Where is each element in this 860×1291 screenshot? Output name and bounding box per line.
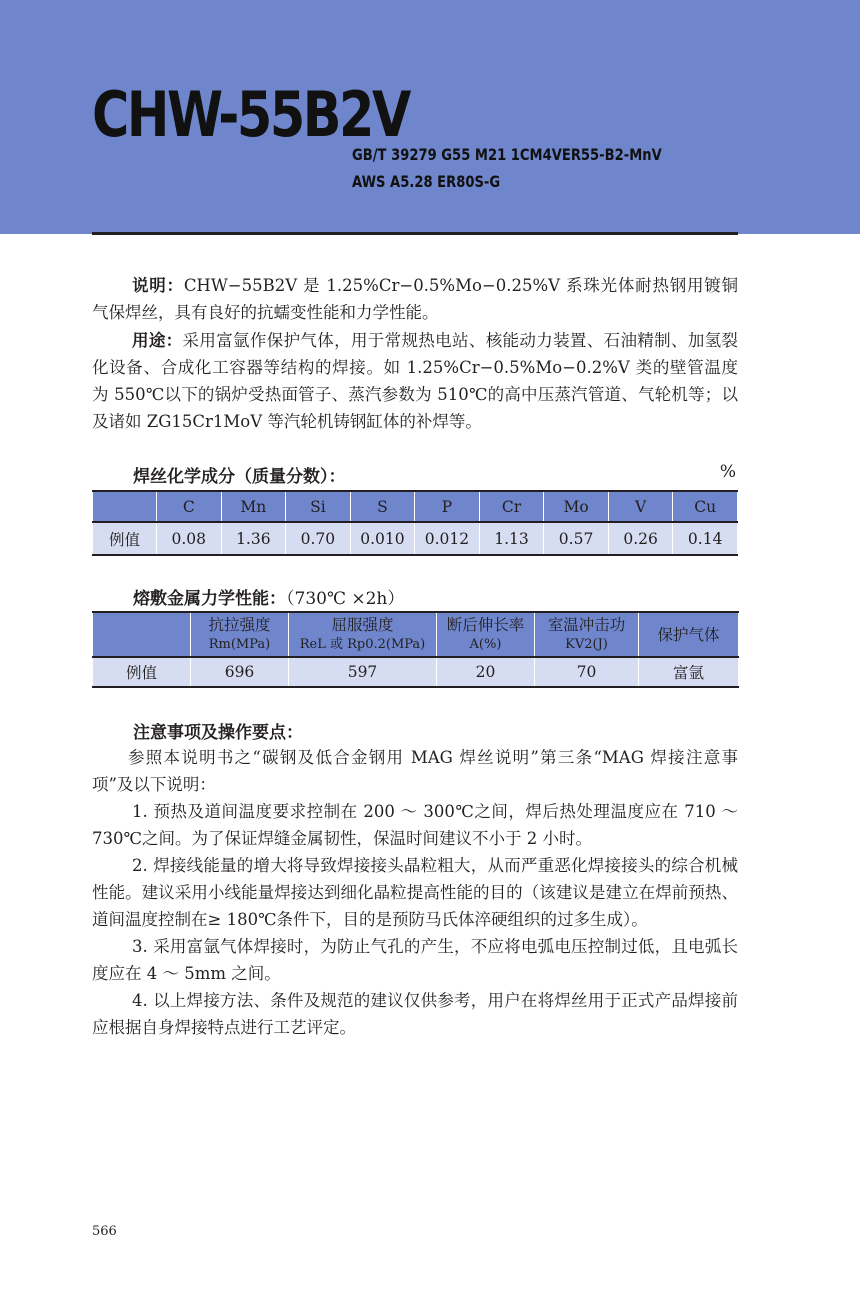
description-label: 说明：	[132, 276, 184, 295]
mechanical-header-cell: 断后伸长率 A(%)	[437, 612, 535, 657]
mechanical-value-cell: 例值	[93, 657, 191, 687]
chemical-header-cell: Mn	[221, 491, 286, 522]
mechanical-value-cell: 20	[437, 657, 535, 687]
description-paragraph	[92, 272, 738, 326]
mechanical-title: 熔敷金属力学性能：	[133, 589, 286, 609]
page-number: 566	[92, 1224, 117, 1239]
notes-section-title: 注意事项及操作要点：	[133, 723, 303, 743]
mechanical-header-cell: 保护气体	[639, 612, 739, 657]
product-title: CHW-55B2V	[92, 78, 409, 151]
chemical-value-cell: 例值	[93, 522, 157, 555]
chemical-header-cell: C	[157, 491, 222, 522]
mechanical-value-cell: 富氩	[639, 657, 739, 687]
chemical-value-cell: 0.70	[286, 522, 351, 555]
chemical-header-cell: V	[608, 491, 673, 522]
chemical-header-cell: S	[350, 491, 415, 522]
notes-list	[92, 744, 738, 1041]
chemical-header-row	[93, 491, 738, 522]
chemical-header-cell: Cu	[673, 491, 738, 522]
description-text: CHW−55B2V 是 1.25%Cr−0.5%Mo−0.25%V 系珠光体耐热钢用镀铜气保焊丝，具有良好的抗蠕变性能和力学性能。	[92, 276, 739, 322]
mechanical-header-cell: 抗拉强度 Rm(MPa)	[191, 612, 289, 657]
chemical-header-cell: P	[415, 491, 480, 522]
chemical-composition-table	[92, 490, 738, 556]
header-rule	[92, 232, 738, 235]
mechanical-value-cell: 70	[535, 657, 639, 687]
note-item: 2. 焊接线能量的增大将导致焊接接头晶粒粗大，从而严重恶化焊接接头的综合机械性能。建议采用小线能量焊接达到细化晶粒提高性能的目的（该建议是建立在焊前预热、道间温度控制在≥ 180℃条件下，目的是预防马氏体淬硬组织的过多生成）。	[92, 856, 738, 929]
chemical-header-cell	[93, 491, 157, 522]
mechanical-header-cell: 屈服强度 ReL 或 Rp0.2(MPa)	[289, 612, 437, 657]
note-item: 4. 以上焊接方法、条件及规范的建议仅供参考，用户在将焊丝用于正式产品焊接前应根据自身焊接特点进行工艺评定。	[92, 991, 738, 1037]
chemical-value-cell: 1.36	[221, 522, 286, 555]
chemical-header-cell: Cr	[479, 491, 544, 522]
mechanical-header-cell	[93, 612, 191, 657]
chemical-header-cell: Si	[286, 491, 351, 522]
mechanical-value-cell: 696	[191, 657, 289, 687]
mechanical-header-cell: 室温冲击功 KV2(J)	[535, 612, 639, 657]
mechanical-condition: （730℃ ×2h）	[286, 589, 405, 609]
chemical-value-cell: 0.57	[544, 522, 609, 555]
chemical-value-cell: 0.012	[415, 522, 480, 555]
chemical-value-cell: 0.26	[608, 522, 673, 555]
mechanical-header-row	[93, 612, 739, 657]
note-item: 1. 预热及道间温度要求控制在 200 ～ 300℃之间，焊后热处理温度应在 710 ～ 730℃之间。为了保证焊缝金属韧性，保温时间建议不小于 2 小时。	[92, 802, 738, 848]
chemical-value-cell: 0.010	[350, 522, 415, 555]
header-band	[0, 0, 860, 234]
chemical-value-cell: 0.08	[157, 522, 222, 555]
chemical-section-title: 焊丝化学成分（质量分数）：	[133, 467, 346, 487]
standard-aws: AWS A5.28 ER80S-G	[352, 172, 501, 191]
mechanical-value-row	[93, 657, 739, 687]
chemical-header-cell: Mo	[544, 491, 609, 522]
standard-gb: GB/T 39279 G55 M21 1CM4VER55-B2-MnV	[352, 145, 662, 164]
chemical-value-cell: 1.13	[479, 522, 544, 555]
mechanical-properties-table	[92, 611, 739, 688]
mechanical-value-cell: 597	[289, 657, 437, 687]
chemical-value-row	[93, 522, 738, 555]
usage-text: 采用富氩作保护气体，用于常规热电站、核能动力装置、石油精制、加氢裂化设备、合成化工容器等结构的焊接。如 1.25%Cr−0.5%Mo−0.2%V 类的壁管温度为 550℃以下的锅炉受热面管子、蒸汽参数为 510℃的高中压蒸汽管道、气轮机等；以及诸如 ZG15Cr1MoV 等汽轮机铸钢缸体的补焊等。	[92, 331, 739, 431]
chemical-value-cell: 0.14	[673, 522, 738, 555]
notes-intro: 参照本说明书之“碳钢及低合金钢用 MAG 焊丝说明”第三条“MAG 焊接注意事项”及以下说明：	[92, 748, 738, 794]
usage-paragraph	[92, 327, 738, 435]
chemical-unit: %	[719, 462, 736, 482]
usage-label: 用途：	[132, 331, 183, 350]
mechanical-section-title	[133, 584, 404, 609]
note-item: 3. 采用富氩气体焊接时，为防止气孔的产生，不应将电弧电压控制过低，且电弧长度应在 4 ～ 5mm 之间。	[92, 937, 738, 983]
